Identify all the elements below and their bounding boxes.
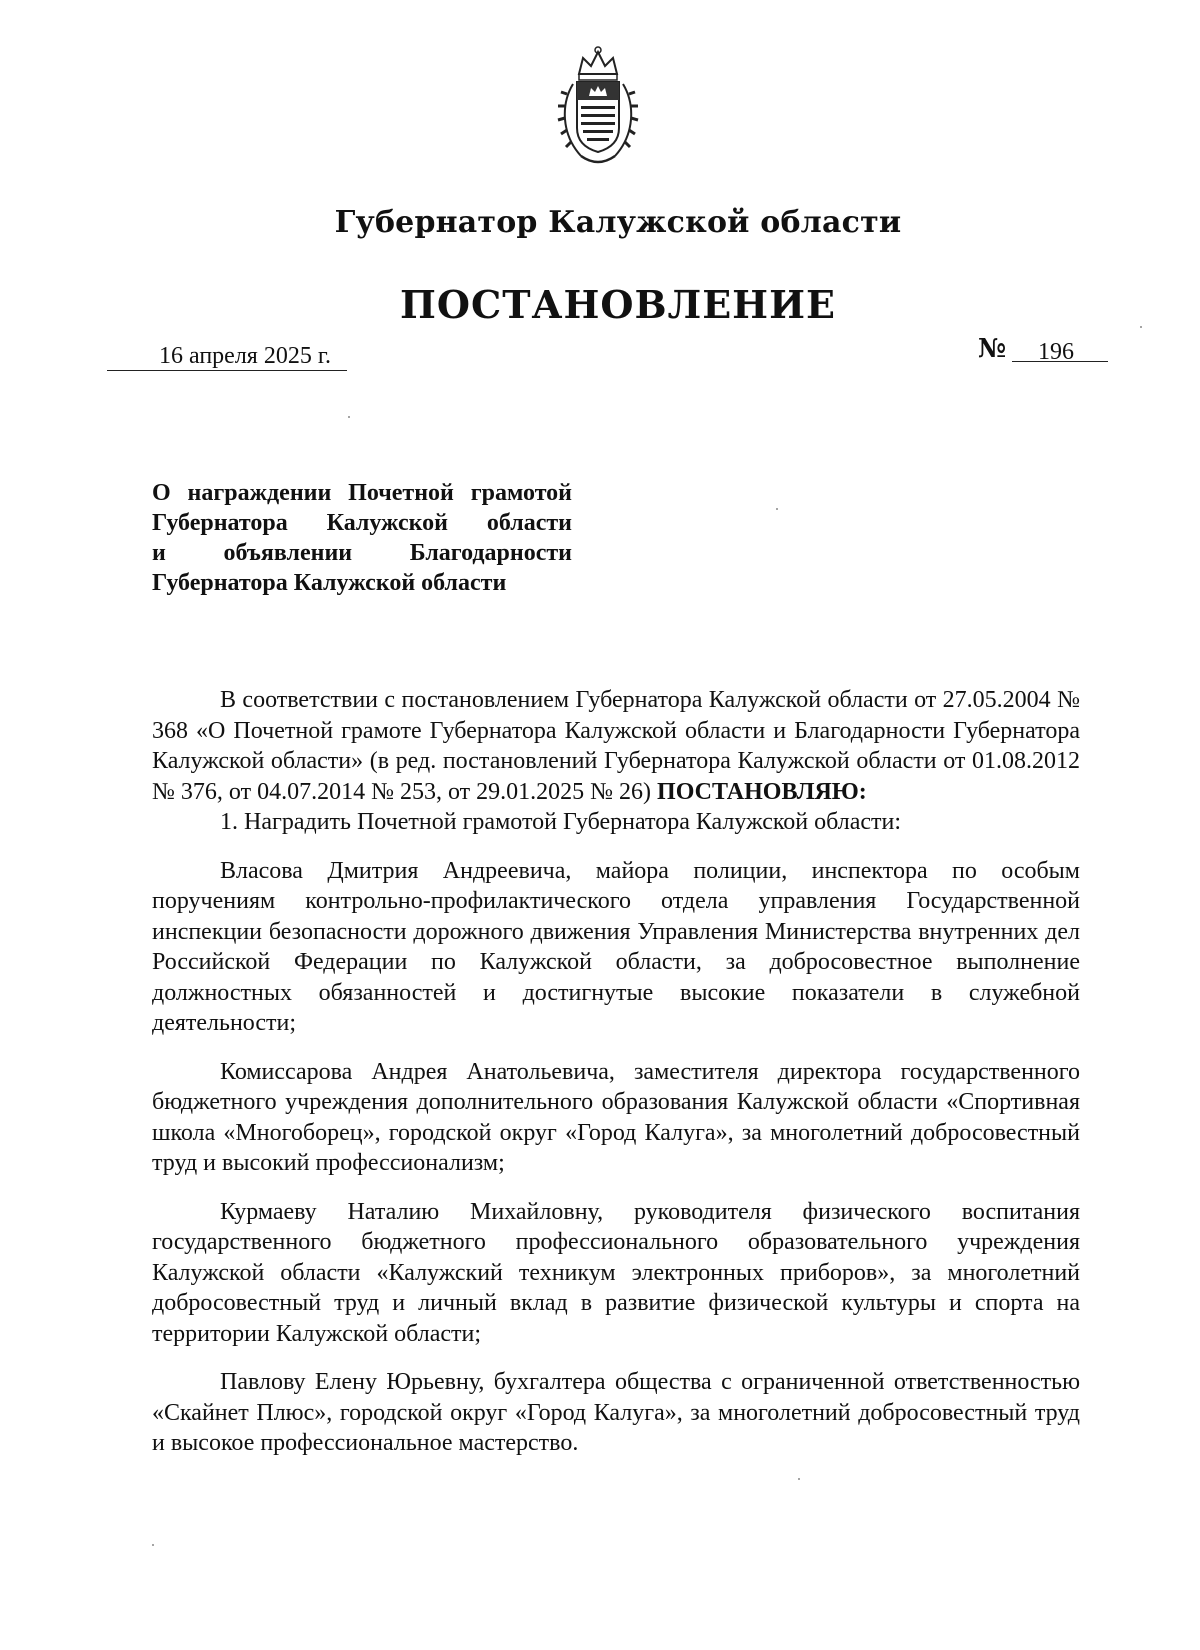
awardee-paragraph: Павлову Елену Юрьевну, бухгалтера общества с ограниченной ответственностью «Скайнет Плюс», городской округ «Город Калуга», за многолетний добросовестный труд и высокое профессиональное мастерство. [152,1369,1080,1456]
document-date-field [107,336,347,371]
awardee-paragraph: Власова Дмитрия Андреевича, майора полиции, инспектора по особым поручениям контрольно-профилактического отдела управления Государственной инспекции безопасности дорожного движения Управления Министерства внутренних дел Российской Федерации по Калужской области, за добросовестное выполнение должностных обязанностей и достигнутые высокие показатели в служебной деятельности; [152,857,1080,1036]
kaluga-coat-of-arms-icon [555,44,641,172]
document-body [152,685,1080,1459]
subject-line: Губернатора Калужской области [152,510,572,536]
awardee-paragraph: Курмаеву Наталию Михайловну, руководителя физического воспитания государственного бюджетного профессионального образовательного учреждения Калужской области «Калужский техникум электронных приборов», за многолетний добросовестный труд и личный вклад в развитие физической культуры и спорта на территории Калужской области; [152,1198,1080,1347]
resolve-word: ПОСТАНОВЛЯЮ: [657,778,867,805]
item-1-heading: 1. Наградить Почетной грамотой Губернатора Калужской области: [220,809,902,835]
scan-speck [348,416,350,418]
awardee-paragraph: Комиссарова Андрея Анатольевича, заместителя директора государственного бюджетного учреждения дополнительного образования Калужской области «Спортивная школа «Многоборец», городской округ «Город Калуга», за многолетний добросовестный труд и высокий профессионализм; [152,1058,1080,1176]
document-number-field [978,326,1128,366]
scan-speck [1140,326,1142,328]
preamble-paragraph [152,685,1080,807]
issuing-authority: Губернатор Калужской области [334,205,902,240]
preamble-text: В соответствии с постановлением Губернатора Калужской области от 27.05.2004 № 368 «О Почетной грамоте Губернатора Калужской области и Благодарности Губернатора Калужской области» (в ред. постановлений Губернатора Калужской области от 01.08.2012 № 376, от 04.07.2014 № 253, от 29.01.2025 № 26) [152,687,1080,805]
document-type-title: ПОСТАНОВЛЕНИЕ [400,282,836,327]
scan-speck [798,1478,800,1480]
subject-line: Губернатора Калужской области [152,570,507,596]
subject-line: О награждении Почетной грамотой [152,480,572,506]
document-number: 196 [1038,339,1074,365]
scan-speck [152,1544,154,1546]
subject-line: и объявлении Благодарности [152,540,572,566]
number-label: № [978,334,1007,364]
document-date: 16 апреля 2025 г. [159,343,331,369]
document-subject [152,478,572,598]
scan-speck [776,508,778,510]
